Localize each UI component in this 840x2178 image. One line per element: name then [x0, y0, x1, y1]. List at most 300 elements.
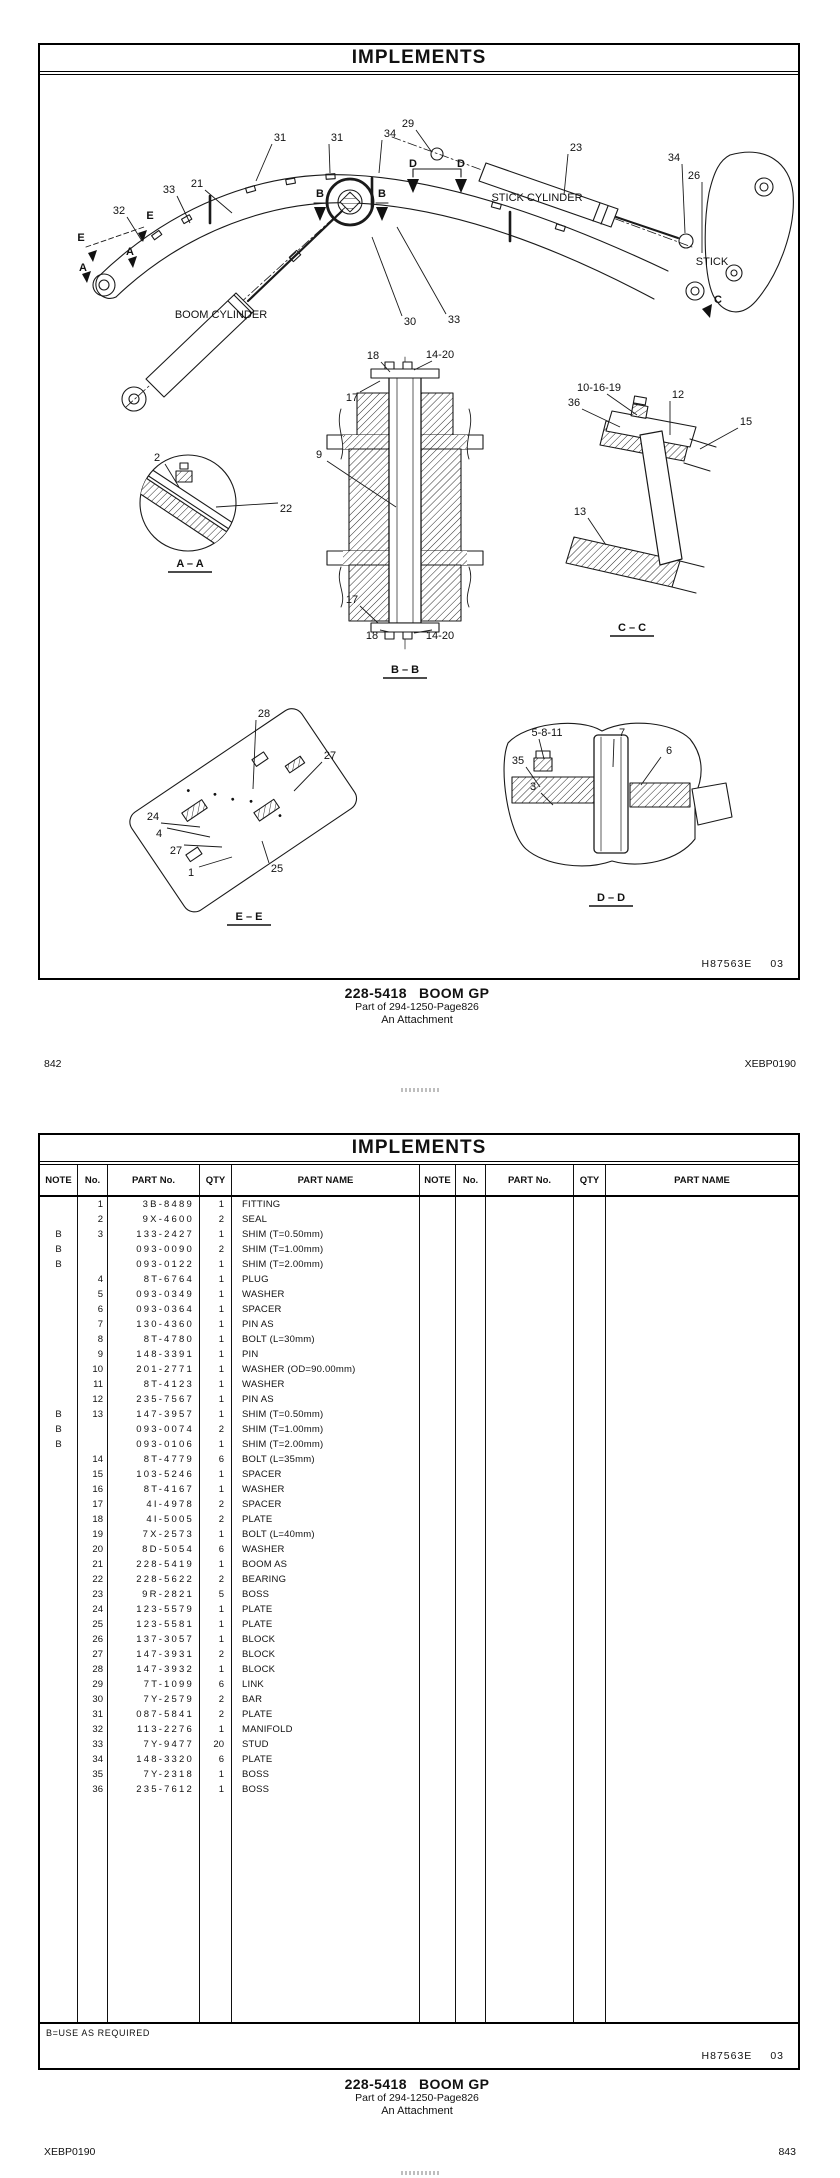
cell-part: 093-0349: [136, 1289, 194, 1300]
cell-name: SHIM (T=2.00mm): [242, 1439, 324, 1450]
cell-qty: 2: [218, 1514, 224, 1525]
cell-name: STUD: [242, 1739, 269, 1750]
cell-note: [40, 1542, 77, 1557]
doc-code-right-page: XEBP0190: [44, 2146, 96, 2158]
cell-name: SPACER: [242, 1304, 282, 1315]
plate-code-text: H87563E: [701, 958, 753, 970]
fine-print-smudge: [401, 1088, 439, 1092]
header-no-right: No.: [456, 1165, 486, 1195]
cell-name: WASHER: [242, 1379, 285, 1390]
cell-no: 27: [92, 1649, 103, 1660]
cell-no: 14: [92, 1454, 103, 1465]
cell-no: 6: [97, 1304, 103, 1315]
callout-leader-line: [127, 217, 142, 241]
callout-leader-line: [397, 227, 446, 314]
cell-qty: 1: [218, 1604, 224, 1615]
cell-name: PIN: [242, 1349, 259, 1360]
assembly-part-number: 228-5418: [344, 985, 407, 1001]
diagram-callout-31: 31: [330, 132, 344, 144]
cell-part: 7T-1099: [143, 1679, 194, 1690]
cell-name: BOLT (L=40mm): [242, 1529, 315, 1540]
cell-note: [40, 1752, 77, 1767]
cell-part: 147-3932: [136, 1664, 194, 1675]
cell-note: B: [55, 1439, 62, 1450]
cell-name: SHIM (T=1.00mm): [242, 1244, 324, 1255]
column-qty-left: [200, 1197, 232, 2022]
cell-part: 130-4360: [136, 1319, 194, 1330]
diagram-callout-17: 17: [345, 594, 359, 606]
cell-qty: 20: [213, 1739, 224, 1750]
cell-part: 093-0074: [136, 1424, 194, 1435]
cell-name: PLATE: [242, 1604, 273, 1615]
callout-leader-line: [682, 164, 685, 233]
page-1-caption: [38, 986, 796, 1026]
page-number-842: 842: [44, 1058, 62, 1070]
cell-no: 31: [92, 1709, 103, 1720]
cell-name: BOLT (L=30mm): [242, 1334, 315, 1345]
diagram-callout-c: C: [714, 294, 722, 306]
cell-qty: 1: [218, 1379, 224, 1390]
diagram-callout-stick-cylinder: STICK CYLINDER: [491, 192, 583, 204]
diagram-callout-14-20: 14-20: [425, 630, 455, 642]
cell-no: 13: [92, 1409, 103, 1420]
assembly-title: [38, 986, 796, 1001]
cell-qty: 1: [218, 1319, 224, 1330]
figure-plate-code: [702, 958, 784, 970]
page-2-folio: [44, 2146, 796, 2158]
cell-no: 34: [92, 1754, 103, 1765]
page-1-implements-figure: [38, 43, 800, 980]
diagram-callout-35: 35: [511, 755, 525, 767]
cell-name: SHIM (T=1.00mm): [242, 1424, 324, 1435]
callout-leader-line: [329, 144, 330, 173]
attachment-note: An Attachment: [381, 2104, 453, 2117]
plate-rev-text: 03: [770, 2050, 784, 2062]
fine-print-smudge: [401, 2171, 439, 2175]
cell-note: [40, 1632, 77, 1647]
cell-note: [40, 1737, 77, 1752]
cell-qty: 1: [218, 1409, 224, 1420]
column-part-right: [486, 1197, 574, 2022]
cell-note: [40, 1347, 77, 1362]
callout-leader-line: [256, 144, 272, 181]
cell-no: 3: [97, 1229, 103, 1240]
section-a-a-view: [133, 455, 236, 551]
diagram-callout-14-20: 14-20: [425, 349, 455, 361]
cell-name: FITTING: [242, 1199, 281, 1210]
cell-qty: 1: [218, 1469, 224, 1480]
cell-note: [40, 1467, 77, 1482]
diagram-callout-boom-cylinder: BOOM CYLINDER: [174, 309, 268, 321]
cell-part: 103-5246: [136, 1469, 194, 1480]
cell-part: 8T-4780: [143, 1334, 194, 1345]
cell-no: 20: [92, 1544, 103, 1555]
diagram-callout-18: 18: [366, 350, 380, 362]
callout-leader-line: [700, 428, 738, 449]
cell-name: PIN AS: [242, 1394, 274, 1405]
cell-part: 093-0122: [136, 1259, 194, 1270]
cell-qty: 1: [218, 1634, 224, 1645]
assembly-name: BOOM GP: [418, 985, 490, 1001]
cell-note: [40, 1662, 77, 1677]
cell-name: MANIFOLD: [242, 1724, 293, 1735]
column-note-right: [420, 1197, 456, 2022]
cell-name: BOOM AS: [242, 1559, 288, 1570]
cell-note: B: [55, 1424, 62, 1435]
cell-name: WASHER: [242, 1484, 285, 1495]
cell-name: SEAL: [242, 1214, 268, 1225]
diagram-callout-b: B: [378, 188, 386, 200]
cell-name: SHIM (T=0.50mm): [242, 1409, 324, 1420]
cell-name: PIN AS: [242, 1319, 274, 1330]
cell-no: 24: [92, 1604, 103, 1615]
header-qty-right: QTY: [574, 1165, 606, 1195]
cell-note: [40, 1392, 77, 1407]
table-footnote-band: [40, 2022, 798, 2068]
cell-name: WASHER (OD=90.00mm): [242, 1364, 356, 1375]
section-b-bracket: [314, 169, 461, 203]
diagram-callout-e: E: [146, 210, 154, 222]
header-name-left: PART NAME: [232, 1165, 420, 1195]
cell-no: 23: [92, 1589, 103, 1600]
diagram-callout-30: 30: [403, 316, 417, 328]
cell-no: 16: [92, 1484, 103, 1495]
cell-no: 4: [97, 1274, 103, 1285]
cell-qty: 1: [218, 1559, 224, 1570]
page-number-843: 843: [778, 2146, 796, 2158]
cell-part: 201-2771: [136, 1364, 194, 1375]
cell-no: 5: [97, 1289, 103, 1300]
cell-qty: 1: [218, 1439, 224, 1450]
cell-part: 8T-6764: [143, 1274, 194, 1285]
parts-table-body: [40, 1197, 798, 2022]
boom-diagram-area: [40, 75, 798, 978]
cell-part: 7Y-2579: [143, 1694, 194, 1705]
section-c-c-view: [566, 396, 716, 593]
diagram-callout-5-8-11: 5-8-11: [531, 727, 563, 739]
cell-no: [78, 1422, 107, 1437]
diagram-callout-stick: STICK: [695, 256, 729, 268]
cell-note: [40, 1212, 77, 1227]
cell-no: 9: [97, 1349, 103, 1360]
cell-name: BLOCK: [242, 1664, 276, 1675]
cell-note: [40, 1287, 77, 1302]
cell-note: [40, 1602, 77, 1617]
cell-part: 123-5581: [136, 1619, 194, 1630]
cell-name: BOSS: [242, 1784, 270, 1795]
diagram-callout-34: 34: [383, 128, 397, 140]
cell-note: [40, 1692, 77, 1707]
cell-note: [40, 1557, 77, 1572]
cell-qty: 2: [218, 1709, 224, 1720]
cell-no: 35: [92, 1769, 103, 1780]
diagram-callout-29: 29: [401, 118, 415, 130]
cell-no: [78, 1437, 107, 1452]
cell-part: 235-7567: [136, 1394, 194, 1405]
cell-name: WASHER: [242, 1544, 285, 1555]
cell-qty: 1: [218, 1364, 224, 1375]
cell-name: BLOCK: [242, 1649, 276, 1660]
cell-qty: 1: [218, 1529, 224, 1540]
diagram-callout-27: 27: [169, 845, 183, 857]
cell-no: 29: [92, 1679, 103, 1690]
cell-part: 093-0090: [136, 1244, 194, 1255]
page-1-title: [40, 45, 798, 75]
cell-part: 133-2427: [136, 1229, 194, 1240]
cell-no: 1: [97, 1199, 103, 1210]
cell-name: LINK: [242, 1679, 264, 1690]
cell-qty: 1: [218, 1619, 224, 1630]
column-no-right: [456, 1197, 486, 2022]
callout-leader-line: [177, 196, 190, 223]
diagram-callout-15: 15: [739, 416, 753, 428]
cell-part: 228-5622: [136, 1574, 194, 1585]
cell-qty: 1: [218, 1784, 224, 1795]
cell-no: 10: [92, 1364, 103, 1375]
cell-no: 36: [92, 1784, 103, 1795]
cell-note: [40, 1527, 77, 1542]
callout-leader-line: [360, 381, 380, 392]
diagram-callout-17: 17: [345, 392, 359, 404]
diagram-callout-2: 2: [153, 452, 161, 464]
assembly-name: BOOM GP: [418, 2076, 490, 2092]
cell-qty: 2: [218, 1649, 224, 1660]
cell-name: SPACER: [242, 1499, 282, 1510]
boom-cylinder: [122, 203, 350, 411]
cell-note: [40, 1572, 77, 1587]
header-part-right: PART No.: [486, 1165, 574, 1195]
cell-part: 7Y-9477: [143, 1739, 194, 1750]
cell-note: [40, 1782, 77, 1797]
assembly-part-number: 228-5418: [344, 2076, 407, 2092]
column-name-right: [606, 1197, 798, 2022]
header-qty-left: QTY: [200, 1165, 232, 1195]
plate-rev-text: 03: [770, 958, 784, 970]
diagram-callout-33: 33: [162, 184, 176, 196]
cell-qty: 1: [218, 1724, 224, 1735]
part-of-note: Part of 294-1250-Page826: [355, 1001, 479, 1014]
assembly-title: [38, 2077, 796, 2092]
doc-code-left-page: XEBP0190: [744, 1058, 796, 1070]
cell-name: BOSS: [242, 1589, 270, 1600]
cell-name: SPACER: [242, 1469, 282, 1480]
cell-no: 26: [92, 1634, 103, 1645]
diagram-callout-4: 4: [155, 828, 163, 840]
cell-name: BLOCK: [242, 1634, 276, 1645]
diagram-callout-b: B: [316, 188, 324, 200]
cell-no: 28: [92, 1664, 103, 1675]
cell-qty: 1: [218, 1394, 224, 1405]
cell-note: [40, 1647, 77, 1662]
cell-note: [40, 1707, 77, 1722]
cell-note: [40, 1452, 77, 1467]
cell-part: 8T-4779: [143, 1454, 194, 1465]
cell-qty: 1: [218, 1199, 224, 1210]
page-2-caption: [38, 2077, 796, 2117]
diagram-callout-7: 7: [618, 727, 626, 739]
diagram-callout-27: 27: [323, 750, 337, 762]
diagram-callout-d-d: D – D: [596, 892, 626, 904]
boom-top-pin-detail: [327, 179, 373, 225]
cell-qty: 1: [218, 1769, 224, 1780]
cell-no: 17: [92, 1499, 103, 1510]
cell-qty: 2: [218, 1424, 224, 1435]
cell-no: 22: [92, 1574, 103, 1585]
cell-no: 21: [92, 1559, 103, 1570]
cell-qty: 2: [218, 1574, 224, 1585]
cell-qty: 2: [218, 1214, 224, 1225]
part-of-note: Part of 294-1250-Page826: [355, 2092, 479, 2105]
diagram-callout-18: 18: [365, 630, 379, 642]
cell-qty: 1: [218, 1304, 224, 1315]
page-1-folio: [44, 1058, 796, 1070]
callout-leader-line: [564, 154, 568, 195]
header-name-right: PART NAME: [674, 1174, 730, 1186]
cell-name: PLATE: [242, 1619, 273, 1630]
cell-part: 093-0364: [136, 1304, 194, 1315]
diagram-callout-d: D: [457, 158, 465, 170]
header-note-right: NOTE: [420, 1165, 456, 1195]
page-2-title: [40, 1135, 798, 1165]
cell-note: B: [55, 1229, 62, 1240]
callout-leader-line: [379, 140, 382, 173]
cell-part: 8T-4123: [143, 1379, 194, 1390]
page-title-text: IMPLEMENTS: [351, 1137, 487, 1158]
cell-no: 7: [97, 1319, 103, 1330]
cell-no: [78, 1242, 107, 1257]
cell-note: [40, 1482, 77, 1497]
cell-note: [40, 1512, 77, 1527]
cell-qty: 1: [218, 1274, 224, 1285]
plate-code-text: H87563E: [701, 2050, 753, 2062]
cell-note: B: [55, 1244, 62, 1255]
section-e-e-view: [125, 704, 361, 916]
diagram-callout-32: 32: [112, 205, 126, 217]
cell-no: [78, 1257, 107, 1272]
cell-name: SHIM (T=0.50mm): [242, 1229, 324, 1240]
cell-no: 25: [92, 1619, 103, 1630]
cell-qty: 6: [218, 1754, 224, 1765]
cell-qty: 1: [218, 1334, 224, 1345]
cell-note: [40, 1617, 77, 1632]
page-title-text: IMPLEMENTS: [351, 47, 487, 68]
note-b-legend: B=USE AS REQUIRED: [46, 2028, 150, 2038]
page-2-parts-list: [38, 1133, 800, 2070]
cell-no: 2: [97, 1214, 103, 1225]
cell-qty: 6: [218, 1679, 224, 1690]
section-d-d-view: [504, 723, 732, 866]
cell-qty: 6: [218, 1544, 224, 1555]
cell-no: 30: [92, 1694, 103, 1705]
cell-part: 147-3931: [136, 1649, 194, 1660]
column-no-left: [78, 1197, 108, 2022]
cell-name: BEARING: [242, 1574, 287, 1585]
parts-table-header: [40, 1165, 798, 1197]
cell-part: 148-3391: [136, 1349, 194, 1360]
header-note-left: NOTE: [40, 1165, 78, 1195]
cell-note: [40, 1587, 77, 1602]
cell-qty: 5: [218, 1589, 224, 1600]
callout-leader-line: [372, 237, 402, 316]
cell-name: PLATE: [242, 1709, 273, 1720]
cell-part: 8D-5054: [142, 1544, 194, 1555]
cell-note: B: [55, 1259, 62, 1270]
cell-name: SHIM (T=2.00mm): [242, 1259, 324, 1270]
cell-part: 7Y-2318: [143, 1769, 194, 1780]
cell-part: 4I-5005: [146, 1514, 194, 1525]
diagram-callout-e-e: E – E: [235, 911, 263, 923]
cell-part: 087-5841: [136, 1709, 194, 1720]
cell-note: [40, 1362, 77, 1377]
cell-part: 137-3057: [136, 1634, 194, 1645]
cell-part: 3B-8489: [142, 1199, 194, 1210]
cell-qty: 1: [218, 1259, 224, 1270]
cell-note: [40, 1332, 77, 1347]
cell-no: 15: [92, 1469, 103, 1480]
diagram-callout-d: D: [409, 158, 417, 170]
cell-part: 7X-2573: [142, 1529, 194, 1540]
column-part-left: [108, 1197, 200, 2022]
diagram-callout-24: 24: [146, 811, 160, 823]
diagram-callout-10-16-19: 10-16-19: [576, 382, 622, 394]
cell-name: BOSS: [242, 1769, 270, 1780]
diagram-callout-a: A: [79, 262, 87, 274]
diagram-callout-9: 9: [315, 449, 323, 461]
cell-part: 4I-4978: [146, 1499, 194, 1510]
column-name-left: [232, 1197, 420, 2022]
cell-qty: 2: [218, 1244, 224, 1255]
diagram-callout-e: E: [77, 232, 85, 244]
cell-part: 123-5579: [136, 1604, 194, 1615]
diagram-callout-13: 13: [573, 506, 587, 518]
diagram-callout-36: 36: [567, 397, 581, 409]
cell-qty: 1: [218, 1664, 224, 1675]
cell-part: 147-3957: [136, 1409, 194, 1420]
cell-qty: 1: [218, 1349, 224, 1360]
diagram-callout-21: 21: [190, 178, 204, 190]
diagram-callout-b-b: B – B: [390, 664, 420, 676]
diagram-callout-12: 12: [671, 389, 685, 401]
cell-part: 235-7612: [136, 1784, 194, 1795]
diagram-callout-28: 28: [257, 708, 271, 720]
diagram-callout-a-a: A – A: [176, 558, 204, 570]
diagram-callout-23: 23: [569, 142, 583, 154]
cell-note: [40, 1302, 77, 1317]
header-no-left: No.: [78, 1165, 108, 1195]
cell-no: 19: [92, 1529, 103, 1540]
cell-note: [40, 1272, 77, 1287]
diagram-callout-34: 34: [667, 152, 681, 164]
column-note-left: [40, 1197, 78, 2022]
cell-no: 33: [92, 1739, 103, 1750]
cell-part: 113-2276: [136, 1724, 194, 1735]
cell-part: 8T-4167: [143, 1484, 194, 1495]
diagram-callout-a: A: [126, 246, 134, 258]
cell-note: [40, 1722, 77, 1737]
cell-no: 18: [92, 1514, 103, 1525]
cell-no: 8: [97, 1334, 103, 1345]
diagram-callout-6: 6: [665, 745, 673, 757]
diagram-callout-1: 1: [187, 867, 195, 879]
cell-no: 32: [92, 1724, 103, 1735]
diagram-callout-c-c: C – C: [617, 622, 647, 634]
cell-name: WASHER: [242, 1289, 285, 1300]
diagram-callout-26: 26: [687, 170, 701, 182]
cell-part: 228-5419: [136, 1559, 194, 1570]
cell-note: [40, 1197, 77, 1212]
cell-name: BOLT (L=35mm): [242, 1454, 315, 1465]
cell-part: 9X-4600: [142, 1214, 194, 1225]
